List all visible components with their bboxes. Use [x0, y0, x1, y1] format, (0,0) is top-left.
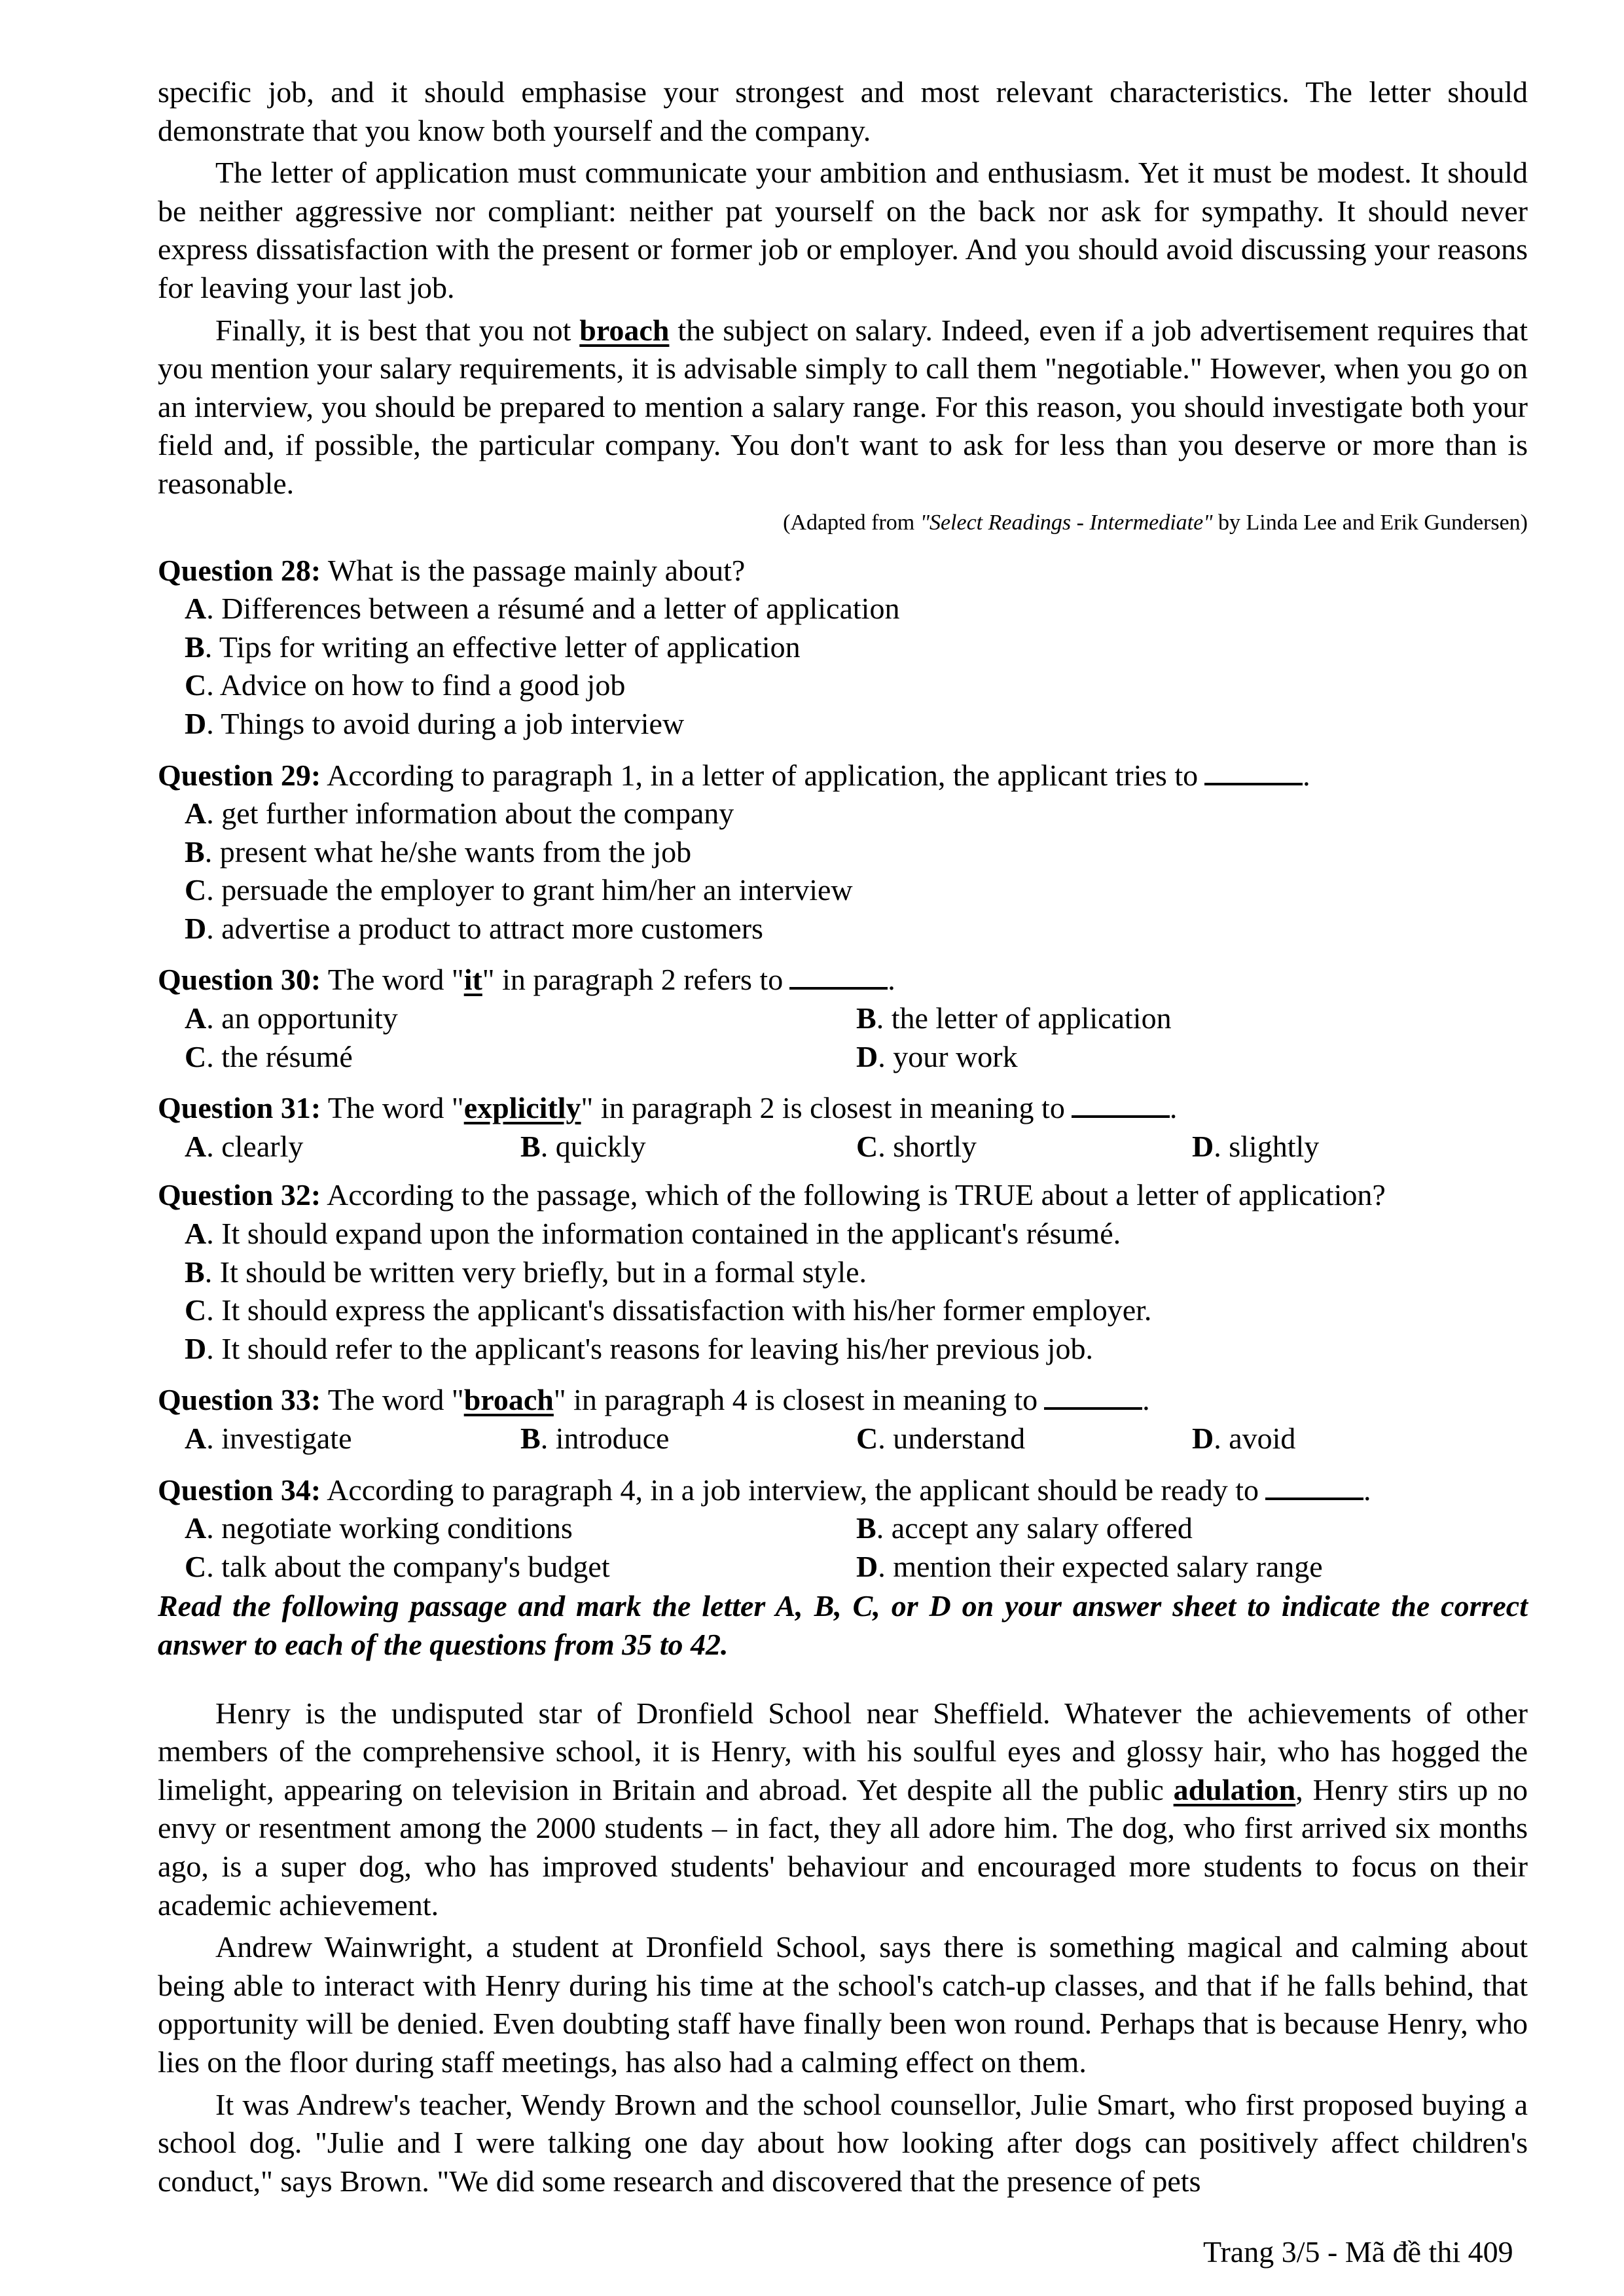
question-28 [158, 552, 1528, 744]
question-32 [158, 1176, 1528, 1368]
passage1-paragraph-4: Finally, it is best that you not broach the subject on salary. Indeed, even if a job advertisement requires that you mention your salary requirements, it is advisable simply to call them "negotiable." However, when you go on an interview, you should be prepared to mention a salary range. For this reason, you should investigate both your field and, if possible, the particular company. You don't want to ask for less than you deserve or more than is reasonable. [158, 313, 1528, 500]
option-b[interactable]: B. quickly [520, 1129, 646, 1163]
option-d[interactable]: D. slightly [1192, 1129, 1320, 1163]
option-d[interactable]: D. Things to avoid during a job interview [185, 706, 685, 740]
passage2-paragraph-1: Henry is the undisputed star of Dronfield School near Sheffield. Whatever the achievements of other members of the comprehensive school, it is Henry, with his soulful eyes and glossy hair, who has hogged the limelight, appearing on television in Britain and abroad. Yet despite all the public adulation, Henry stirs up no envy or resentment among the 2000 students – in fact, they all adore him. The dog, who first arrived six months ago, is a super dog, who has improved students' behaviour and encouraged more students to focus on their academic achievement. [158, 1696, 1528, 1922]
answer-blank [1204, 754, 1303, 785]
citation: (Adapted from "Select Readings - Intermediate" by Linda Lee and Erik Gundersen) [783, 510, 1528, 535]
highlighted-word-broach: broach [579, 313, 670, 347]
highlighted-word-adulation: adulation [1173, 1772, 1296, 1806]
option-b[interactable]: B. present what he/she wants from the job [185, 834, 692, 869]
question-text: According to paragraph 4, in a job interview, the applicant should be ready to [321, 1473, 1259, 1507]
question-label: Question 34: [158, 1473, 321, 1507]
section-instruction: Read the following passage and mark the letter A, B, C, or D on your answer sheet to indicate the correct answer to each of the questions from 35 to 42. [158, 1589, 1528, 1661]
passage1-paragraph-3: The letter of application must communicate your ambition and enthusiasm. Yet it must be modest. It should be neither aggressive nor compliant: neither pat yourself on the back nor ask for sympathy. It should never express dissatisfaction with the present or former job or employer. And you should avoid discussing your reasons for leaving your last job. [158, 156, 1528, 304]
passage2-paragraph-3: It was Andrew's teacher, Wendy Brown and the school counsellor, Julie Smart, who first proposed buying a school dog. "Julie and I were talking one day about how looking after dogs can positively affect children's conduct," says Brown. "We did some research and discovered that the presence of pets [158, 2087, 1528, 2198]
answer-blank [1265, 1469, 1363, 1500]
question-text: What is the passage mainly about? [321, 553, 746, 587]
question-30: Question 30: The word "it" in paragraph 2 refers to . A. an opportunity B. the letter of application C. the résumé D. your work [158, 958, 1528, 1076]
option-d[interactable]: D. mention their expected salary range [856, 1549, 1323, 1583]
question-label: Question 32: [158, 1178, 321, 1212]
page-footer: Trang 3/5 - Mã đề thi 409 [1203, 2235, 1513, 2269]
exam-page [158, 73, 1528, 2200]
option-c[interactable]: C. understand [856, 1422, 1026, 1455]
question-text: According to the passage, which of the following is TRUE about a letter of application? [321, 1178, 1386, 1212]
highlighted-word-broach: broach [463, 1383, 554, 1417]
option-b[interactable]: B. accept any salary offered [856, 1511, 1193, 1545]
option-a[interactable]: A. negotiate working conditions [185, 1511, 573, 1545]
option-d[interactable]: D. It should refer to the applicant's reasons for leaving his/her previous job. [185, 1331, 1093, 1365]
answer-blank [789, 958, 888, 990]
option-c[interactable]: C. the résumé [185, 1039, 353, 1073]
question-33: Question 33: The word "broach" in paragraph 4 is closest in meaning to . A. investigate B. introduce C. understand D. avoid [158, 1378, 1528, 1458]
citation-title: "Select Readings - Intermediate" [920, 510, 1213, 535]
answer-blank [1044, 1378, 1142, 1410]
question-31: Question 31: The word "explicitly" in paragraph 2 is closest in meaning to . A. clearly B. quickly C. shortly D. slightly [158, 1086, 1528, 1166]
option-b[interactable]: B. Tips for writing an effective letter of application [185, 630, 801, 664]
option-c[interactable]: C. It should express the applicant's dissatisfaction with his/her former employer. [185, 1293, 1152, 1327]
option-c[interactable]: C. talk about the company's budget [185, 1549, 610, 1583]
question-label: Question 33: [158, 1383, 321, 1417]
option-d[interactable]: D. your work [856, 1039, 1018, 1073]
option-a[interactable]: A. Differences between a résumé and a letter of application [185, 592, 900, 626]
option-d[interactable]: D. advertise a product to attract more customers [185, 911, 763, 945]
option-c[interactable]: C. persuade the employer to grant him/her an interview [185, 873, 853, 907]
question-29: Question 29: According to paragraph 1, in a letter of application, the applicant tries to . A. get further information about the company B. present what he/she wants from the job C. persuade the employer to grant him/her an interview D. advertise a product to attract more customers [158, 754, 1528, 948]
question-text: According to paragraph 1, in a letter of application, the applicant tries to [321, 758, 1199, 792]
option-a[interactable]: A. an opportunity [185, 1001, 398, 1035]
option-b[interactable]: B. the letter of application [856, 1001, 1172, 1035]
option-c[interactable]: C. shortly [856, 1129, 977, 1163]
question-label: Question 29: [158, 758, 321, 792]
highlighted-word-explicitly: explicitly [463, 1091, 581, 1125]
question-label: Question 30: [158, 963, 321, 997]
option-a[interactable]: A. clearly [185, 1129, 304, 1163]
passage2-paragraph-2: Andrew Wainwright, a student at Dronfield School, says there is something magical and calming about being able to interact with Henry during his time at the school's catch-up classes, and that if he falls behind, that opportunity will be denied. Even doubting staff have finally been won round. Perhaps that is because Henry, who lies on the floor during staff meetings, has also had a calming effect on them. [158, 1930, 1528, 2079]
question-label: Question 31: [158, 1091, 321, 1125]
option-c[interactable]: C. Advice on how to find a good job [185, 668, 626, 702]
option-a[interactable]: A. get further information about the company [185, 797, 734, 831]
answer-blank [1072, 1086, 1170, 1118]
option-b[interactable]: B. It should be written very briefly, but in a formal style. [185, 1255, 867, 1289]
option-a[interactable]: A. It should expand upon the information contained in the applicant's résumé. [185, 1217, 1121, 1251]
option-a[interactable]: A. investigate [185, 1422, 352, 1455]
option-b[interactable]: B. introduce [520, 1422, 670, 1455]
question-label: Question 28: [158, 553, 321, 587]
option-d[interactable]: D. avoid [1192, 1422, 1296, 1455]
highlighted-word-it: it [463, 963, 482, 997]
passage1-paragraph-tail: specific job, and it should emphasise your strongest and most relevant characteristics. The letter should demonstrate that you know both yourself and the company. [158, 75, 1528, 147]
question-34: Question 34: According to paragraph 4, in a job interview, the applicant should be ready to . A. negotiate working conditions B. accept any salary offered C. talk about the company's budget D. mention their expected salary range [158, 1469, 1528, 1587]
